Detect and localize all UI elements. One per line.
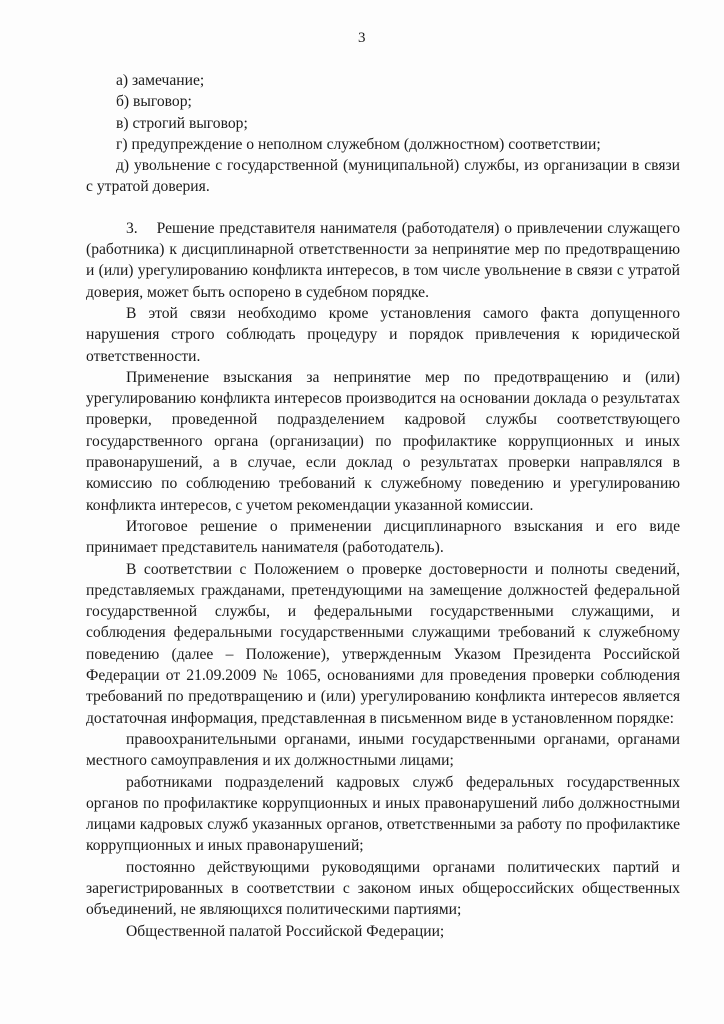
list-item-a: а) замечание; <box>116 72 205 89</box>
paragraph-final-decision: Итоговое решение о применении дисциплинарного взыскания и его виде принимает представитель нанимателя (работодатель). <box>86 517 680 557</box>
document-body <box>86 70 680 942</box>
list-item-d: д) увольнение с государственной (муниципальной) службы, из организации в связи с утратой доверия. <box>86 157 680 196</box>
source-hr-units: работниками подразделений кадровых служб федеральных государственных органов по профилактике коррупционных и иных правонарушений либо должностными лицами кадровых служб указанных органов, ответственными за работу по профилактике коррупционных и иных правонарушений; <box>86 773 680 855</box>
spacer <box>86 198 680 218</box>
list-item-g: г) предупреждение о неполном служебном (должностном) соответствии; <box>116 135 601 153</box>
page-number: 3 <box>358 30 366 46</box>
source-political-parties: постоянно действующими руководящими органами политических партий и зарегистрированных в соответствии с законом иных общероссийских общественных объединений, не являющихся политическими партиями; <box>86 858 680 919</box>
paragraph-3: 3. Решение представителя нанимателя (работодателя) о привлечении служащего (работника) к дисциплинарной ответственности за непринятие мер по предотвращению и (или) урегулированию конфликта интересов, в том числе увольнение в связи с утратой доверия, может быть оспорено в судебном порядке. <box>86 219 680 301</box>
list-item-v: в) строгий выговор; <box>116 114 248 132</box>
paragraph-regulation: В соответствии с Положением о проверке достоверности и полноты сведений, представляемых гражданами, претендующими на замещение должностей федеральной государственной службы, и федеральными государственными служащими, и соблюдения федеральными государственными служащими требований к служебному поведению (далее – Положение), утвержденным Указом Президента Российской Федерации от 21.09.2009 № 1065, основаниями для проведения проверки соблюдения требований по предотвращению и (или) урегулированию конфликта интересов является достаточная информация, представленная в письменном виде в установленном порядке: <box>86 560 680 727</box>
source-public-chamber: Общественной палатой Российской Федерации; <box>126 922 445 940</box>
list-item-b: б) выговор; <box>116 93 192 111</box>
paragraph-penalty-application: Применение взыскания за непринятие мер по предотвращению и (или) урегулированию конфликта интересов производится на основании доклада о результатах проверки, проведенной подразделением кадровой службы соответствующего государственного органа (организации) по профилактике коррупционных и иных правонарушений, а в случае, если доклад о результатах проверки направлялся в комиссию по соблюдению требований к служебному поведению и урегулированию конфликта интересов, с учетом рекомендации указанной комиссии. <box>86 368 680 514</box>
source-law-enforcement: правоохранительными органами, иными государственными органами, органами местного самоуправления и их должностными лицами; <box>86 730 680 770</box>
paragraph-responsibility: В этой связи необходимо кроме установления самого факта допущенного нарушения строго соблюдать процедуру и порядок привлечения к юридической ответственности. <box>86 304 680 365</box>
